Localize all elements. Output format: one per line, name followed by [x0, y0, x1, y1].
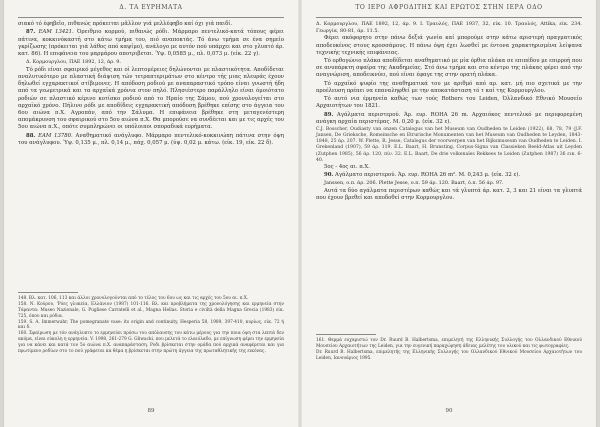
right-paragraph-1: Φέρει ακόφορητο στην πάνω δεξιά γωνία καί μπορούμε στην κάτω αριστερή πραγματικός αποδευκένος στους κροσσάμους. Η πάνω όψη έχει λωσθεί με έντονα χαρακτηρισμένα λείψανα τεχνικής τεχνικής επιφάνειας. [316, 35, 582, 56]
book-spread [4, 0, 596, 427]
catalog-entry-87 [18, 29, 284, 58]
right-header-rule [316, 17, 582, 18]
right-footnote-rule [316, 334, 376, 335]
entry-90-reference: Janssen, ο.π. άρ. 206. Plette Jesse, ο.π. 59 άρ. 120. Baart, ό.π. 56 άρ. 97. [324, 180, 504, 187]
left-body-text [18, 21, 284, 147]
right-footnotes [316, 334, 582, 362]
catalog-entry-90 [316, 172, 582, 179]
entry-89-date: 5ος - 4ος αι. π.Χ. [324, 163, 370, 170]
right-paragraph-4: Τό αυτό νια έρμηνεία καθώς των τούς Rothers του Leiden, Όλλανδικό Εθνικό Μουσείο Αρχαιοτήτων του 1821. [316, 96, 582, 110]
right-paragraph-5: Αυτά τα δύο αγάλματα περιστέρων καθώς και τά γλυπτά άρ. κατ. 2, 3 και 21 είναι τα γλυπτά που έχουν βρεθεί και αποδοθεί στην Κορμουργλου. [316, 188, 582, 202]
entry-88-description: Αναθηματικό ανάγλυφο. Μάρμαρο πεντελικό-κοκκινώπη πάτινα στην όψη του ανάγλυφου. Ύψ. 0,135 μ., πλ. 0,14 μ., πάχ. 0,057 μ. (ύψ. 0,02 μ. κάτω. (είκ. 19, είκ. 22 δ). [18, 132, 284, 146]
left-header-rule [18, 17, 284, 18]
right-page-number: 90 [445, 408, 453, 414]
left-footnote: 160. Σφαίρωση με τόν ανάγλυπτο το ερμηνεύει πρόσω του απόλαυσης του κάτω μέρους για την ποια όψη στα λεπτά δεν ακόμα, είναι εύκολη η ερμηνεία. V. 1998, 261-279 G. Gliwacki, που μελετά το ελαιόλαδο, με επίγνωση φέρει την ερμηνεία για να κάνει και κατά τον 5ο αιώνα π.Χ. αναπαράσταση. Ροδι βρίσκεται στην ομάδα πού αρχικά αναφέρεται και για πρωτίμενο ροδίων στο το πού γράφεται κα θέμα η βρίσκεται στην πρώτη άγγεια της πρωταθλητικής της εικόνας. [18, 331, 284, 354]
entry-89-references: C.J. Bosscher, Oudiasty van onzen Catalogus van het Museum van Oudheden te Leiden (1922), 68, 78, 79 (J.F. Jansen, De Grieksche, Romeinsche en Etrurische Monumenten van het Museum van Oudheden te Leyden, 1843-1848, 25 άρ. 207. W. Plette, R. Jesse, Catalogus der voorwerpen van het Rijksmuseum van Oudheden te Leiden. I. Grekenland (1907), 59 άρ. 119. E.L. Baart, H. Brunsting, Corpus-Signa van Classieken Beeld-Atlas uit Leyden (Zutphen 1985), 56 άρ. 120, πίν. 32. E.L. Baart, De drie volkenaïes Rekkees te Leiden (Zutphen 1987) 36 εικ. 6-40. [316, 127, 582, 163]
entry-87-number: 87. [26, 29, 36, 36]
right-paragraph-2: Τό ορθογώνιο πλάκα αποδίδεται αναθηματικό με μία όρθια πλάκα σε επιπέδου με επιρροή που σε ανυπάρκτη σφαίρα της Ακαδημείας. Στό άνω τμήμα και στο κέντρο της πλάκας φέρει από την αναγνώριση, αποδεικνύει, πού είναι έφαγε της στην ορατή πλάκα. [316, 58, 582, 79]
catalog-entry-89 [316, 112, 582, 126]
right-footnote: 161. Θερμά ευχαριστώ τον Dr. Ruurd B. Halbertsma, επιμελητή της Ελληνικής Συλλογής του Ολλανδικού Εθνικού Μουσείου Αρχαιοτήτων της Leiden, για την ευγενική παραχώρηση άδειας μελέτης του υλικού και τις φωτογραφίες. [316, 338, 582, 349]
left-footnote: 159. S. A. Immerwahr, The pomegranate vase: its origin and continuity, Hesperia 58, 1989, 397-410, κυρίως, είκ. 72 ή και δ. [18, 319, 284, 331]
left-intro-text: σιακό τό έφηβεῖο, πιθανώς πρόκειται μᾶλλον γιά μελλέφηβο καί όχι γιά παιδί. [18, 21, 233, 27]
left-footnote: 158. Ν. Κούρου, 'Ρόες γλυκεία, Ελλάνιον (1987) 101-116. Βλ. και προβλήματα της χρονολόγησης και ερμηνεία στην Τάραντα: Museo Nazionale, G. Pugliese Carratelli et al., Magna Hellas. Storia e civiltà della Magna Grecia (1983) είκ. 725, όπου και ρόδια. [18, 302, 284, 319]
left-running-head: Δ. ΤΑ ΕΥΡΗΜΑΤΑ [119, 4, 183, 11]
right-paragraph-3: Τό αρχαϊκό ψυφίο της αναθηματικά του με αριθμό από αρ. κατ. μή πιο σχετικά με την προέλευση πρέπει να επαναληφθεί με την αποκατάσταση τό τ καί της Κορμουργλου. [316, 80, 582, 94]
entry-87-description: Όρειθμιο κορμού, πιθανώς ρόδι. Μάρμαρο πεντελικό-κατά τόπους φέρει πάτινα, κοκκινόκαστή στο κάτω τμήμα του, πιό αναποκτάς. Τό άνω τμήμα σε ένα σημείο γκρίζωσης (πρόκειται γιά λάθος από καψίμο), ανάλογο με αυτόν πού υπάρχει και στο γλυπτό άρ. κατ. 86). Η επιφάνεια του μαρμάρου αποτριβεται. Ύψ. 0,0585 μ., πλ. 0,073 μ. (είκ. 22 γ). [18, 29, 284, 57]
left-footnote: 148. Βλ. κατ. 106, 113 και άλλοι χρονολογούνται από το τέλος του 6ου ως και τις αρχές του 5ου αι. π.Χ. [18, 296, 249, 301]
left-footnote-rule [18, 292, 78, 293]
entry-89-description: Αγάλματα περιστερού. Άρ. ευρ. ROHA 26 m. Αρχαιόκος πεντελικό με περιφορεμένη ανάγκη αρχαία περιστέρας. Μ. 0,20 μ. (είκ. 32 ε). [316, 111, 582, 125]
entry-87-discussion: Τό ρόδι είναι σφαιρικό μέγεθος και οί λεπτομέρειες δηλώνονται με πλαστικότητα. Αποδίδεται αναλυτικότερο με πλαστική διάψιση τών τετραπτεριμάτων στο κέντρο τής μιας πλευράς έχουν δηλωθεί εγχαρακτικοί στίβιμονες. Η απόδοση ροδιού με αναπαραστικό τρόπο είναι γνωστή ήδη από τα γεωμετρικά και τα αρχαϊκά χρόνια στον πηλό. Πλησιέστερο παράλληλο είναι όμοιότατο ροδιών σε πλαστικό κέρινο κοτίσκο ροδιού από το Ηραίο της Σάμου, πού χρονολογείται στο αρχαϊκό χρόνο. Πήλινο ρόδι με αποδίδεις εγχαρακτική απόδοση βρέθηκε επίσης στο άγγεια του 6ου αιώνα π.Χ. Αγροπάν, από την Σάλυμα. Η επιφάνεια βρέθηκε στη μεταγενέστερη απομάκρυνση του σφαιρικού στο 5ου αιώνα π.Χ. Θα μπορούσε να συνδέεται και με τις αρχές του 5ου αιώνα π.Χ., οπότε συμπληρώνει οι υπόλοιποι σποραδικά ευρήματα. [18, 66, 284, 131]
right-footnote: Dr. Ruurd B. Halbertsma, επιμελητής της Ελληνικής Συλλογής του Ολλανδικού Εθνικού Μουσείου Αρχαιοτήτων του Leiden, Ιανουάριος 1995. [316, 349, 582, 361]
left-page [4, 0, 298, 427]
entry-90-description: Αγάλματο περιστερού. Άρ. ευρ. ROHA 26 m². Μ. 0,243 μ. (είκ. 32 ε). [335, 172, 521, 179]
entry-87-reference: Δ. Κορμουργλου, ΠΑΕ 1892, 12, άρ. 9. [26, 59, 121, 66]
catalog-entry-88 [18, 133, 284, 147]
right-body-text [316, 21, 582, 203]
entry-87-id: ΕΑΜ 13421. [38, 29, 74, 36]
entry-90-number: 90. [324, 172, 334, 179]
left-page-number: 89 [147, 408, 155, 414]
right-running-head: ΤΟ ΙΕΡΟ ΑΦΡΟΔΙΤΗΣ ΚΑΙ ΕΡΩΤΟΣ ΣΤΗΝ ΙΕΡΑ ΟΔΟ [355, 4, 543, 11]
entry-88-id: ΕΑΜ 13780. [38, 132, 73, 139]
right-top-reference: Δ. Κορμουργλου, ΠΑΕ 1892, 12, άρ. 9. Ι. Τραυλός, ΠΑΕ 1937, 32, είκ. 10. Τραυλός, Attika, είκ. 234. Γεωργία, 80-81, άρ. 11.5. [316, 21, 582, 34]
entry-89-number: 89. [324, 111, 334, 118]
left-footnotes [18, 292, 284, 355]
right-page [302, 0, 596, 427]
entry-88-number: 88. [26, 132, 36, 139]
